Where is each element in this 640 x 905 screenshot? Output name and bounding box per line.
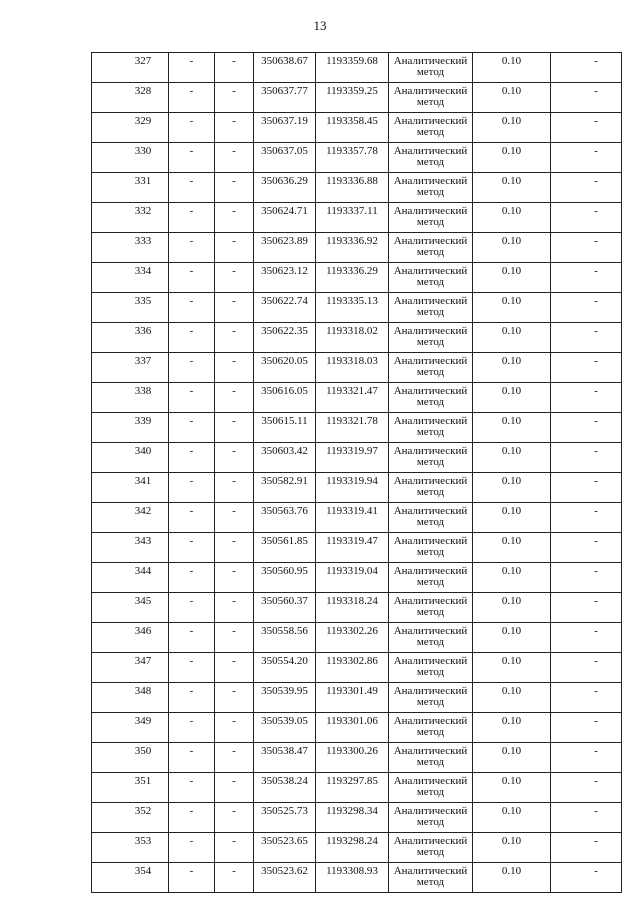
point-number-cell: 340 xyxy=(92,443,169,473)
empty-dash-cell: - xyxy=(215,353,254,383)
coordinate-x-cell: 350637.19 xyxy=(254,113,316,143)
point-number-cell: 338 xyxy=(92,383,169,413)
method-cell: Аналитический метод xyxy=(389,683,473,713)
coordinate-y-cell: 1193300.26 xyxy=(316,743,389,773)
note-cell: - xyxy=(551,413,622,443)
note-cell: - xyxy=(551,323,622,353)
table-row xyxy=(92,203,622,233)
empty-dash-cell: - xyxy=(169,113,215,143)
precision-cell: 0.10 xyxy=(473,173,551,203)
coordinate-x-cell: 350539.05 xyxy=(254,713,316,743)
table-row xyxy=(92,593,622,623)
point-number-cell: 347 xyxy=(92,653,169,683)
coordinate-y-cell: 1193321.47 xyxy=(316,383,389,413)
empty-dash-cell: - xyxy=(215,83,254,113)
empty-dash-cell: - xyxy=(215,203,254,233)
coordinate-x-cell: 350539.95 xyxy=(254,683,316,713)
table-row xyxy=(92,323,622,353)
method-cell: Аналитический метод xyxy=(389,233,473,263)
table-row xyxy=(92,113,622,143)
empty-dash-cell: - xyxy=(169,563,215,593)
table-row xyxy=(92,143,622,173)
precision-cell: 0.10 xyxy=(473,863,551,893)
method-cell: Аналитический метод xyxy=(389,383,473,413)
coordinate-x-cell: 350616.05 xyxy=(254,383,316,413)
empty-dash-cell: - xyxy=(169,203,215,233)
point-number-cell: 346 xyxy=(92,623,169,653)
empty-dash-cell: - xyxy=(215,53,254,83)
point-number-cell: 330 xyxy=(92,143,169,173)
note-cell: - xyxy=(551,113,622,143)
method-cell: Аналитический метод xyxy=(389,623,473,653)
table-row xyxy=(92,563,622,593)
empty-dash-cell: - xyxy=(215,263,254,293)
coordinate-x-cell: 350523.65 xyxy=(254,833,316,863)
method-cell: Аналитический метод xyxy=(389,443,473,473)
method-cell: Аналитический метод xyxy=(389,713,473,743)
precision-cell: 0.10 xyxy=(473,443,551,473)
empty-dash-cell: - xyxy=(169,443,215,473)
empty-dash-cell: - xyxy=(169,323,215,353)
coordinate-y-cell: 1193319.04 xyxy=(316,563,389,593)
table-row xyxy=(92,443,622,473)
empty-dash-cell: - xyxy=(169,713,215,743)
method-cell: Аналитический метод xyxy=(389,803,473,833)
coordinate-x-cell: 350637.77 xyxy=(254,83,316,113)
coordinate-y-cell: 1193357.78 xyxy=(316,143,389,173)
empty-dash-cell: - xyxy=(215,863,254,893)
empty-dash-cell: - xyxy=(215,413,254,443)
precision-cell: 0.10 xyxy=(473,263,551,293)
note-cell: - xyxy=(551,593,622,623)
coordinate-x-cell: 350560.37 xyxy=(254,593,316,623)
precision-cell: 0.10 xyxy=(473,533,551,563)
precision-cell: 0.10 xyxy=(473,773,551,803)
empty-dash-cell: - xyxy=(215,443,254,473)
precision-cell: 0.10 xyxy=(473,593,551,623)
point-number-cell: 332 xyxy=(92,203,169,233)
method-cell: Аналитический метод xyxy=(389,653,473,683)
coordinate-x-cell: 350637.05 xyxy=(254,143,316,173)
point-number-cell: 349 xyxy=(92,713,169,743)
point-number-cell: 348 xyxy=(92,683,169,713)
empty-dash-cell: - xyxy=(169,803,215,833)
empty-dash-cell: - xyxy=(169,473,215,503)
precision-cell: 0.10 xyxy=(473,203,551,233)
note-cell: - xyxy=(551,743,622,773)
coordinate-x-cell: 350523.62 xyxy=(254,863,316,893)
coordinate-y-cell: 1193359.25 xyxy=(316,83,389,113)
note-cell: - xyxy=(551,293,622,323)
table-row xyxy=(92,803,622,833)
point-number-cell: 351 xyxy=(92,773,169,803)
empty-dash-cell: - xyxy=(169,233,215,263)
point-number-cell: 353 xyxy=(92,833,169,863)
coordinate-x-cell: 350624.71 xyxy=(254,203,316,233)
empty-dash-cell: - xyxy=(169,53,215,83)
precision-cell: 0.10 xyxy=(473,353,551,383)
point-number-cell: 344 xyxy=(92,563,169,593)
empty-dash-cell: - xyxy=(169,383,215,413)
note-cell: - xyxy=(551,833,622,863)
table-row xyxy=(92,173,622,203)
precision-cell: 0.10 xyxy=(473,83,551,113)
point-number-cell: 354 xyxy=(92,863,169,893)
method-cell: Аналитический метод xyxy=(389,53,473,83)
empty-dash-cell: - xyxy=(215,743,254,773)
point-number-cell: 350 xyxy=(92,743,169,773)
coordinate-y-cell: 1193302.86 xyxy=(316,653,389,683)
table-row xyxy=(92,263,622,293)
note-cell: - xyxy=(551,173,622,203)
table-row xyxy=(92,233,622,263)
empty-dash-cell: - xyxy=(169,653,215,683)
precision-cell: 0.10 xyxy=(473,503,551,533)
table-row xyxy=(92,383,622,413)
coordinate-y-cell: 1193337.11 xyxy=(316,203,389,233)
table-row xyxy=(92,413,622,443)
empty-dash-cell: - xyxy=(169,863,215,893)
coordinate-x-cell: 350554.20 xyxy=(254,653,316,683)
empty-dash-cell: - xyxy=(169,683,215,713)
precision-cell: 0.10 xyxy=(473,713,551,743)
method-cell: Аналитический метод xyxy=(389,263,473,293)
empty-dash-cell: - xyxy=(215,533,254,563)
empty-dash-cell: - xyxy=(215,113,254,143)
empty-dash-cell: - xyxy=(169,623,215,653)
method-cell: Аналитический метод xyxy=(389,533,473,563)
precision-cell: 0.10 xyxy=(473,623,551,653)
empty-dash-cell: - xyxy=(169,833,215,863)
table-row xyxy=(92,473,622,503)
empty-dash-cell: - xyxy=(215,233,254,263)
method-cell: Аналитический метод xyxy=(389,473,473,503)
coordinate-y-cell: 1193335.13 xyxy=(316,293,389,323)
empty-dash-cell: - xyxy=(215,473,254,503)
empty-dash-cell: - xyxy=(169,263,215,293)
table-row xyxy=(92,833,622,863)
empty-dash-cell: - xyxy=(169,143,215,173)
method-cell: Аналитический метод xyxy=(389,293,473,323)
table-row xyxy=(92,623,622,653)
method-cell: Аналитический метод xyxy=(389,743,473,773)
empty-dash-cell: - xyxy=(215,773,254,803)
empty-dash-cell: - xyxy=(215,833,254,863)
point-number-cell: 334 xyxy=(92,263,169,293)
precision-cell: 0.10 xyxy=(473,563,551,593)
precision-cell: 0.10 xyxy=(473,143,551,173)
coordinate-x-cell: 350538.24 xyxy=(254,773,316,803)
method-cell: Аналитический метод xyxy=(389,173,473,203)
empty-dash-cell: - xyxy=(215,713,254,743)
method-cell: Аналитический метод xyxy=(389,203,473,233)
empty-dash-cell: - xyxy=(169,293,215,323)
note-cell: - xyxy=(551,473,622,503)
point-number-cell: 343 xyxy=(92,533,169,563)
note-cell: - xyxy=(551,563,622,593)
empty-dash-cell: - xyxy=(215,563,254,593)
coordinate-y-cell: 1193298.24 xyxy=(316,833,389,863)
page-number: 13 xyxy=(313,18,327,33)
method-cell: Аналитический метод xyxy=(389,773,473,803)
note-cell: - xyxy=(551,653,622,683)
precision-cell: 0.10 xyxy=(473,413,551,443)
note-cell: - xyxy=(551,383,622,413)
empty-dash-cell: - xyxy=(169,413,215,443)
note-cell: - xyxy=(551,533,622,563)
precision-cell: 0.10 xyxy=(473,53,551,83)
precision-cell: 0.10 xyxy=(473,113,551,143)
coordinate-x-cell: 350623.89 xyxy=(254,233,316,263)
note-cell: - xyxy=(551,233,622,263)
method-cell: Аналитический метод xyxy=(389,863,473,893)
coordinate-y-cell: 1193319.41 xyxy=(316,503,389,533)
precision-cell: 0.10 xyxy=(473,473,551,503)
coordinate-y-cell: 1193336.92 xyxy=(316,233,389,263)
empty-dash-cell: - xyxy=(215,503,254,533)
coordinate-x-cell: 350638.67 xyxy=(254,53,316,83)
coordinate-x-cell: 350538.47 xyxy=(254,743,316,773)
coordinate-y-cell: 1193301.49 xyxy=(316,683,389,713)
note-cell: - xyxy=(551,443,622,473)
table-row xyxy=(92,743,622,773)
coordinate-y-cell: 1193319.97 xyxy=(316,443,389,473)
method-cell: Аналитический метод xyxy=(389,353,473,383)
note-cell: - xyxy=(551,803,622,833)
note-cell: - xyxy=(551,863,622,893)
empty-dash-cell: - xyxy=(169,353,215,383)
coordinate-y-cell: 1193318.02 xyxy=(316,323,389,353)
coordinates-table-body xyxy=(92,53,622,893)
point-number-cell: 352 xyxy=(92,803,169,833)
point-number-cell: 333 xyxy=(92,233,169,263)
coordinate-x-cell: 350615.11 xyxy=(254,413,316,443)
note-cell: - xyxy=(551,263,622,293)
note-cell: - xyxy=(551,683,622,713)
empty-dash-cell: - xyxy=(169,503,215,533)
method-cell: Аналитический метод xyxy=(389,113,473,143)
table-row xyxy=(92,503,622,533)
empty-dash-cell: - xyxy=(215,143,254,173)
point-number-cell: 327 xyxy=(92,53,169,83)
coordinate-x-cell: 350636.29 xyxy=(254,173,316,203)
method-cell: Аналитический метод xyxy=(389,833,473,863)
coordinate-y-cell: 1193359.68 xyxy=(316,53,389,83)
coordinates-table xyxy=(91,52,622,893)
point-number-cell: 328 xyxy=(92,83,169,113)
empty-dash-cell: - xyxy=(215,293,254,323)
empty-dash-cell: - xyxy=(169,593,215,623)
precision-cell: 0.10 xyxy=(473,323,551,353)
table-row xyxy=(92,773,622,803)
precision-cell: 0.10 xyxy=(473,293,551,323)
empty-dash-cell: - xyxy=(215,593,254,623)
table-row xyxy=(92,353,622,383)
coordinate-x-cell: 350563.76 xyxy=(254,503,316,533)
point-number-cell: 336 xyxy=(92,323,169,353)
point-number-cell: 342 xyxy=(92,503,169,533)
coordinate-y-cell: 1193319.47 xyxy=(316,533,389,563)
point-number-cell: 329 xyxy=(92,113,169,143)
precision-cell: 0.10 xyxy=(473,743,551,773)
empty-dash-cell: - xyxy=(215,323,254,353)
empty-dash-cell: - xyxy=(215,623,254,653)
empty-dash-cell: - xyxy=(169,83,215,113)
empty-dash-cell: - xyxy=(215,683,254,713)
precision-cell: 0.10 xyxy=(473,683,551,713)
coordinate-y-cell: 1193318.03 xyxy=(316,353,389,383)
precision-cell: 0.10 xyxy=(473,383,551,413)
point-number-cell: 341 xyxy=(92,473,169,503)
coordinate-y-cell: 1193336.88 xyxy=(316,173,389,203)
note-cell: - xyxy=(551,83,622,113)
table-row xyxy=(92,83,622,113)
method-cell: Аналитический метод xyxy=(389,143,473,173)
coordinate-y-cell: 1193297.85 xyxy=(316,773,389,803)
table-row xyxy=(92,533,622,563)
table-row xyxy=(92,293,622,323)
precision-cell: 0.10 xyxy=(473,833,551,863)
empty-dash-cell: - xyxy=(215,383,254,413)
note-cell: - xyxy=(551,53,622,83)
note-cell: - xyxy=(551,143,622,173)
note-cell: - xyxy=(551,713,622,743)
empty-dash-cell: - xyxy=(169,533,215,563)
coordinate-y-cell: 1193319.94 xyxy=(316,473,389,503)
coordinate-x-cell: 350582.91 xyxy=(254,473,316,503)
coordinate-y-cell: 1193358.45 xyxy=(316,113,389,143)
method-cell: Аналитический метод xyxy=(389,503,473,533)
coordinate-x-cell: 350558.56 xyxy=(254,623,316,653)
coordinate-x-cell: 350603.42 xyxy=(254,443,316,473)
empty-dash-cell: - xyxy=(215,803,254,833)
coordinate-y-cell: 1193336.29 xyxy=(316,263,389,293)
coordinate-x-cell: 350525.73 xyxy=(254,803,316,833)
point-number-cell: 335 xyxy=(92,293,169,323)
note-cell: - xyxy=(551,623,622,653)
empty-dash-cell: - xyxy=(169,743,215,773)
coordinate-y-cell: 1193318.24 xyxy=(316,593,389,623)
note-cell: - xyxy=(551,203,622,233)
coordinate-x-cell: 350560.95 xyxy=(254,563,316,593)
coordinate-y-cell: 1193301.06 xyxy=(316,713,389,743)
empty-dash-cell: - xyxy=(169,173,215,203)
empty-dash-cell: - xyxy=(215,173,254,203)
method-cell: Аналитический метод xyxy=(389,323,473,353)
precision-cell: 0.10 xyxy=(473,233,551,263)
method-cell: Аналитический метод xyxy=(389,593,473,623)
table-row xyxy=(92,653,622,683)
note-cell: - xyxy=(551,503,622,533)
table-row xyxy=(92,53,622,83)
coordinate-x-cell: 350622.35 xyxy=(254,323,316,353)
empty-dash-cell: - xyxy=(215,653,254,683)
coordinate-x-cell: 350623.12 xyxy=(254,263,316,293)
method-cell: Аналитический метод xyxy=(389,83,473,113)
note-cell: - xyxy=(551,353,622,383)
table-row xyxy=(92,713,622,743)
note-cell: - xyxy=(551,773,622,803)
coordinate-x-cell: 350622.74 xyxy=(254,293,316,323)
table-row xyxy=(92,863,622,893)
point-number-cell: 331 xyxy=(92,173,169,203)
point-number-cell: 345 xyxy=(92,593,169,623)
point-number-cell: 339 xyxy=(92,413,169,443)
method-cell: Аналитический метод xyxy=(389,563,473,593)
coordinate-y-cell: 1193298.34 xyxy=(316,803,389,833)
table-row xyxy=(92,683,622,713)
coordinate-x-cell: 350561.85 xyxy=(254,533,316,563)
coordinate-x-cell: 350620.05 xyxy=(254,353,316,383)
point-number-cell: 337 xyxy=(92,353,169,383)
precision-cell: 0.10 xyxy=(473,653,551,683)
coordinate-y-cell: 1193308.93 xyxy=(316,863,389,893)
coordinate-y-cell: 1193302.26 xyxy=(316,623,389,653)
method-cell: Аналитический метод xyxy=(389,413,473,443)
coordinate-y-cell: 1193321.78 xyxy=(316,413,389,443)
empty-dash-cell: - xyxy=(169,773,215,803)
precision-cell: 0.10 xyxy=(473,803,551,833)
